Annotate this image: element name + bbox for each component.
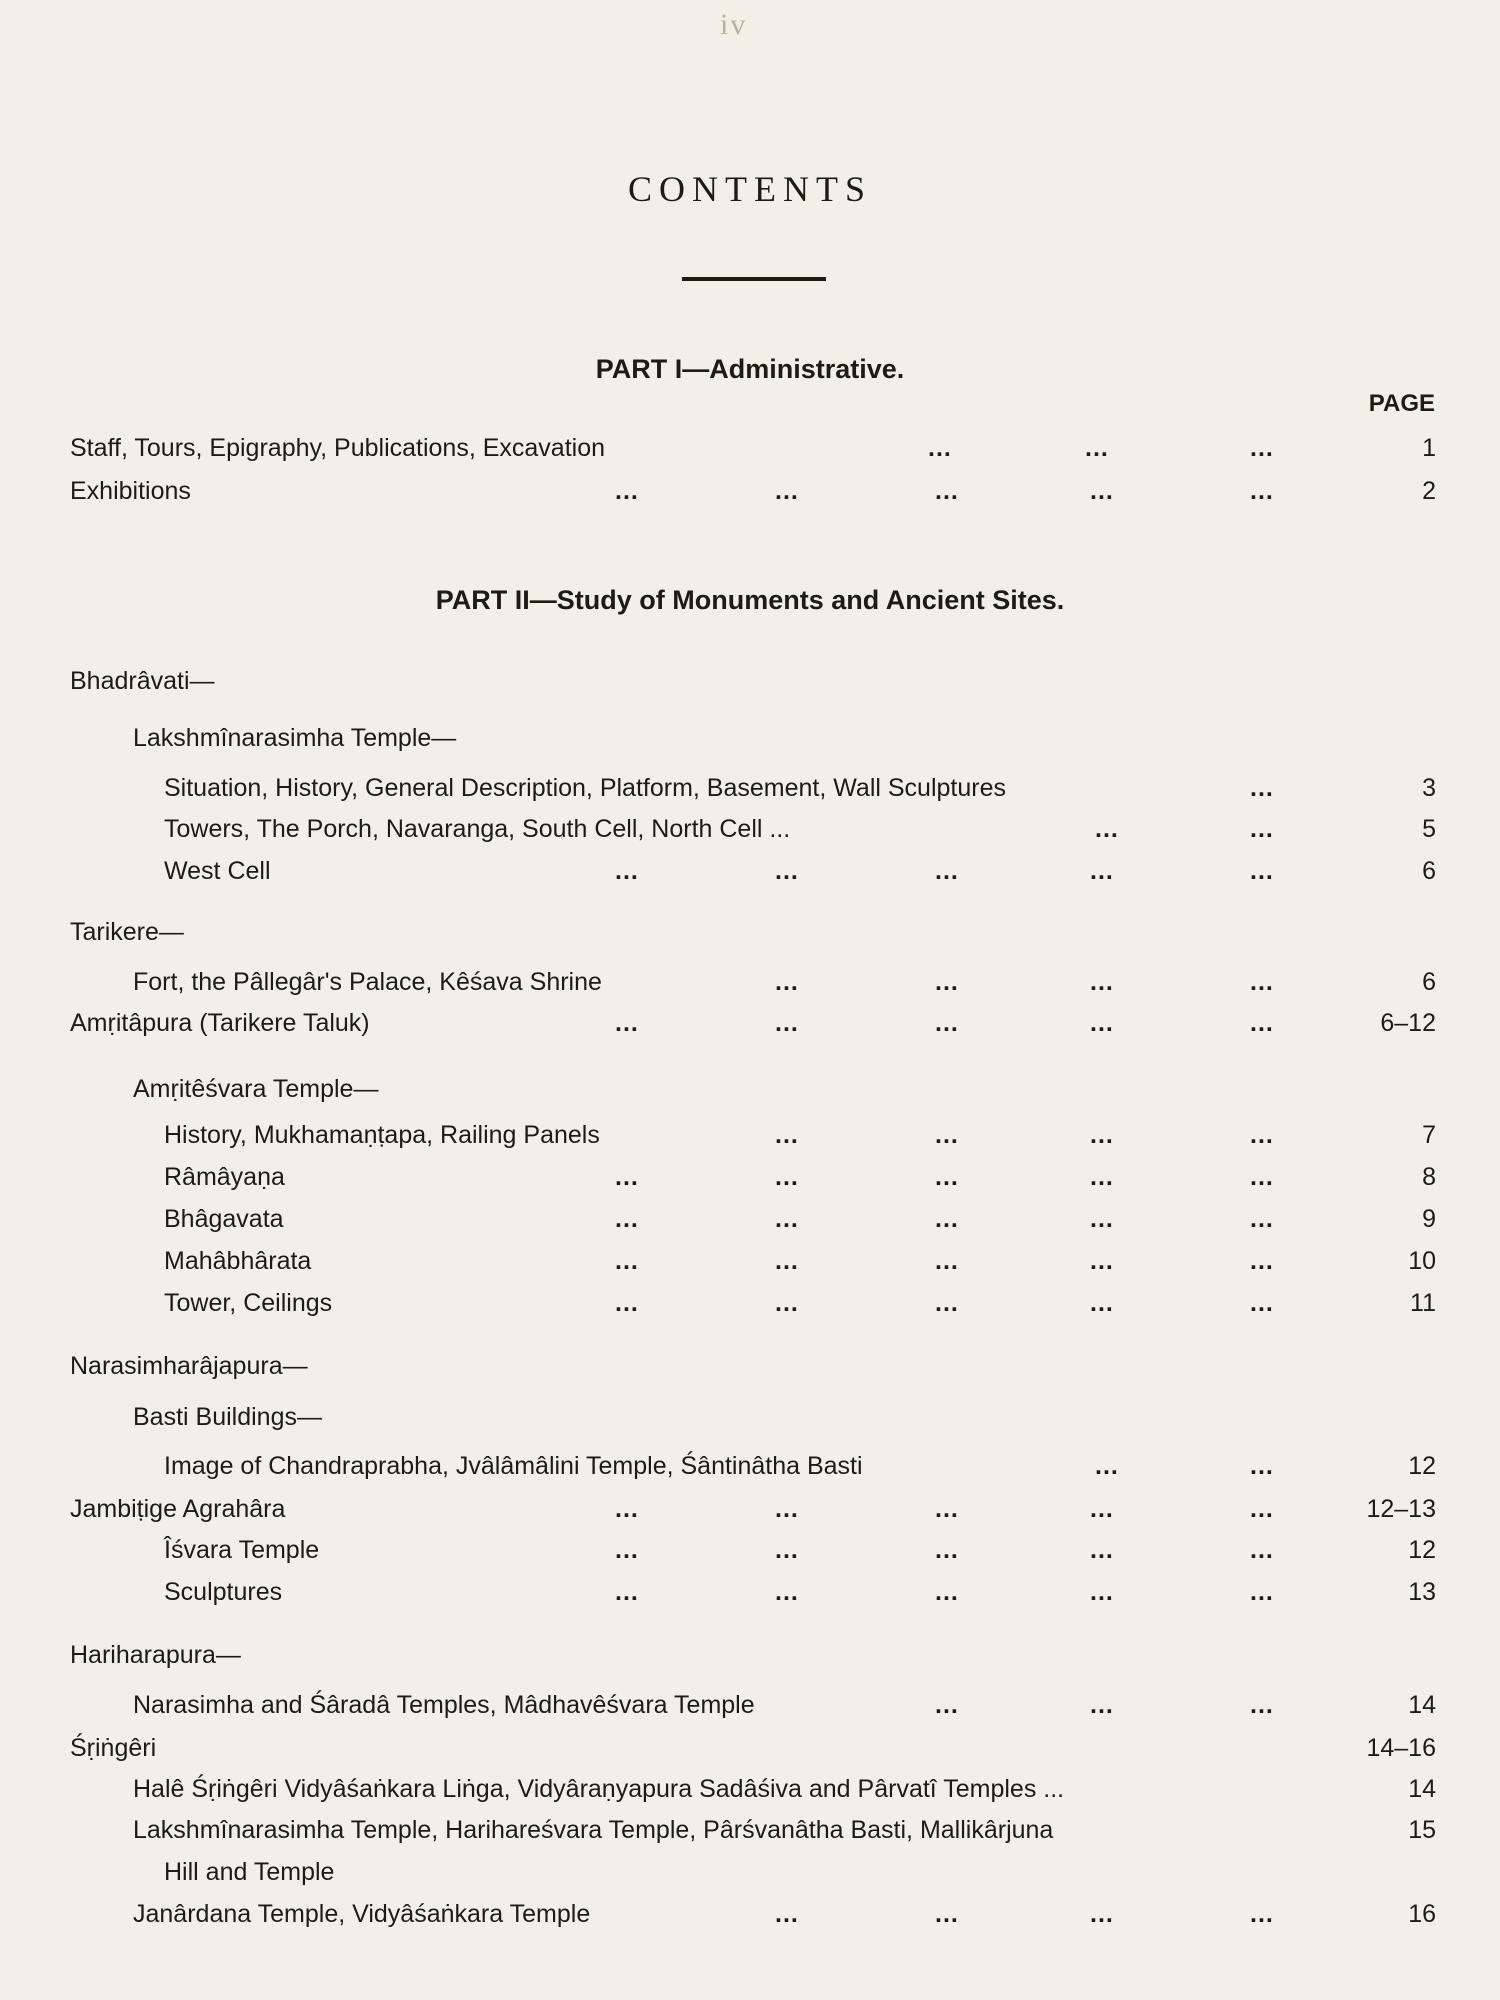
toc-entry-page: 16 <box>1408 1899 1436 1928</box>
toc-entry-text: Hill and Temple <box>164 1857 335 1886</box>
leader-dots: ... <box>935 1008 959 1037</box>
leader-dots: ... <box>1250 1451 1274 1480</box>
leader-dots: ... <box>1090 967 1114 996</box>
toc-section[interactable] <box>0 1492 1500 1526</box>
toc-entry-page: 9 <box>1422 1204 1436 1233</box>
toc-entry-page: 13 <box>1408 1577 1436 1606</box>
toc-entry-page: 11 <box>1410 1288 1436 1317</box>
toc-entry[interactable] <box>0 854 1500 888</box>
leader-dots: ... <box>1250 856 1274 885</box>
leader-dots: ... <box>1090 1162 1114 1191</box>
page-folio: iv <box>720 8 748 41</box>
toc-entry-page: 7 <box>1422 1120 1436 1149</box>
toc-entry-page: 6 <box>1422 967 1436 996</box>
leader-dots: ... <box>1090 1008 1114 1037</box>
leader-dots: ... <box>935 1494 959 1523</box>
leader-dots: ... <box>775 1246 799 1275</box>
toc-section[interactable] <box>0 1006 1500 1040</box>
toc-entry-text: Janârdana Temple, Vidyâśaṅkara Temple <box>133 1899 591 1928</box>
toc-entry-page: 14 <box>1408 1774 1436 1803</box>
leader-dots: ... <box>775 1535 799 1564</box>
leader-dots: ... <box>775 1204 799 1233</box>
toc-entry-text: Situation, History, General Description, Platform, Basement, Wall Sculptures <box>164 773 1006 802</box>
leader-dots: ... <box>1250 814 1274 843</box>
leader-dots: ... <box>935 967 959 996</box>
leader-dots: ... <box>775 856 799 885</box>
toc-section[interactable] <box>0 915 1500 949</box>
toc-entry-page: 5 <box>1422 814 1436 843</box>
toc-entry-text: Hariharapura— <box>70 1640 241 1669</box>
toc-entry-text: Tower, Ceilings <box>164 1288 333 1317</box>
leader-dots: ... <box>1250 1120 1274 1149</box>
toc-entry-text: Amṛitêśvara Temple— <box>133 1074 379 1103</box>
toc-entry-page: 10 <box>1408 1246 1436 1275</box>
toc-entry[interactable] <box>0 1160 1500 1194</box>
toc-entry-page: 12 <box>1408 1451 1436 1480</box>
toc-entry[interactable] <box>0 1286 1500 1320</box>
toc-entry-text: Amṛitâpura (Tarikere Taluk) <box>70 1008 370 1037</box>
toc-entry-text: Lakshmînarasimha Temple, Harihareśvara Temple, Pârśvanâtha Basti, Mallikârjuna <box>133 1815 1054 1844</box>
toc-entry-page: 6 <box>1422 856 1436 885</box>
leader-dots: ... <box>775 1577 799 1606</box>
toc-section[interactable] <box>0 1349 1500 1383</box>
leader-dots: ... <box>935 1120 959 1149</box>
leader-dots: ... <box>935 1204 959 1233</box>
toc-entry-page: 2 <box>1422 476 1436 505</box>
toc-entry-page: 12 <box>1408 1535 1436 1564</box>
leader-dots: ... <box>615 1246 639 1275</box>
leader-dots: ... <box>1090 1577 1114 1606</box>
leader-dots: ... <box>935 1246 959 1275</box>
toc-entry[interactable] <box>0 1202 1500 1236</box>
toc-entry-continuation[interactable] <box>0 1855 1500 1889</box>
toc-entry-text: Fort, the Pâllegâr's Palace, Kêśava Shrine <box>133 967 602 996</box>
leader-dots: ... <box>935 1690 959 1719</box>
leader-dots: ... <box>1250 1008 1274 1037</box>
toc-entry-text: Sculptures <box>164 1577 283 1606</box>
leader-dots: ... <box>1085 433 1109 462</box>
toc-entry-page: 14–16 <box>1366 1733 1436 1762</box>
toc-entry-text: Narasimharâjapura— <box>70 1351 308 1380</box>
leader-dots: ... <box>1090 1120 1114 1149</box>
page-title: CONTENTS <box>628 169 872 209</box>
leader-dots: ... <box>928 433 952 462</box>
toc-entry-page: 1 <box>1422 433 1436 462</box>
toc-entry-text: Mahâbhârata <box>164 1246 312 1275</box>
page-column-header: PAGE <box>1368 390 1435 417</box>
toc-entry-page: 6–12 <box>1380 1008 1436 1037</box>
toc-entry[interactable] <box>0 1118 1500 1152</box>
leader-dots: ... <box>1090 476 1114 505</box>
leader-dots: ... <box>1250 1288 1274 1317</box>
leader-dots: ... <box>1250 773 1274 802</box>
toc-entry-page: 12–13 <box>1366 1494 1436 1523</box>
toc-entry[interactable] <box>0 1772 1500 1806</box>
leader-dots: ... <box>1250 967 1274 996</box>
toc-entry[interactable] <box>0 1688 1500 1722</box>
leader-dots: ... <box>775 1288 799 1317</box>
toc-entry-text: Staff, Tours, Epigraphy, Publications, Excavation <box>70 433 606 462</box>
toc-section[interactable] <box>0 1731 1500 1765</box>
toc-entry-page: 14 <box>1408 1690 1436 1719</box>
leader-dots: ... <box>935 1288 959 1317</box>
leader-dots: ... <box>1250 1535 1274 1564</box>
leader-dots: ... <box>1090 1690 1114 1719</box>
toc-entry[interactable] <box>0 1244 1500 1278</box>
toc-entry-text: Jambiṭige Agrahâra <box>70 1494 286 1523</box>
leader-dots: ... <box>1090 1204 1114 1233</box>
toc-entry-page: 8 <box>1422 1162 1436 1191</box>
leader-dots: ... <box>615 1577 639 1606</box>
toc-subsection[interactable] <box>0 1400 1500 1434</box>
toc-entry-text: Bhâgavata <box>164 1204 284 1233</box>
leader-dots: ... <box>775 1162 799 1191</box>
leader-dots: ... <box>1090 1246 1114 1275</box>
leader-dots: ... <box>1090 1535 1114 1564</box>
leader-dots: ... <box>615 1494 639 1523</box>
toc-entry-text: Image of Chandraprabha, Jvâlâmâlini Temple, Śântinâtha Basti <box>164 1451 863 1480</box>
leader-dots: ... <box>615 1008 639 1037</box>
toc-entry[interactable] <box>0 1897 1500 1931</box>
toc-entry-text: Lakshmînarasimha Temple— <box>133 723 457 752</box>
leader-dots: ... <box>1095 1451 1119 1480</box>
toc-entry-text: Narasimha and Śâradâ Temples, Mâdhavêśvara Temple <box>133 1690 755 1719</box>
leader-dots: ... <box>615 1162 639 1191</box>
toc-entry-text: Halê Śṛiṅgêri Vidyâśaṅkara Liṅga, Vidyâraṇyapura Sadâśiva and Pârvatî Temples ... <box>133 1774 1065 1803</box>
leader-dots: ... <box>1090 1494 1114 1523</box>
part2-heading: PART II—Study of Monuments and Ancient Sites. <box>435 585 1065 615</box>
toc-entry-text: Tarikere— <box>70 917 184 946</box>
leader-dots: ... <box>775 1899 799 1928</box>
part1-heading: PART I—Administrative. <box>595 354 905 384</box>
toc-entry-text: Bhadrâvati— <box>70 666 215 695</box>
leader-dots: ... <box>1250 1494 1274 1523</box>
toc-subsection[interactable] <box>0 1533 1500 1567</box>
toc-entry-text: Towers, The Porch, Navaranga, South Cell, North Cell ... <box>164 814 791 843</box>
toc-entry[interactable] <box>0 965 1500 999</box>
leader-dots: ... <box>1250 1577 1274 1606</box>
toc-entry-text: West Cell <box>164 856 271 885</box>
title-rule <box>682 277 826 281</box>
toc-subsection[interactable] <box>0 1072 1500 1106</box>
toc-entry[interactable] <box>0 431 1500 465</box>
leader-dots: ... <box>775 1008 799 1037</box>
toc-entry-page: 15 <box>1408 1815 1436 1844</box>
toc-entry-text: Śṛiṅgêri <box>70 1733 157 1762</box>
leader-dots: ... <box>775 1494 799 1523</box>
toc-entry[interactable] <box>0 474 1500 508</box>
leader-dots: ... <box>935 856 959 885</box>
leader-dots: ... <box>615 1288 639 1317</box>
toc-entry[interactable] <box>0 1449 1500 1483</box>
leader-dots: ... <box>935 476 959 505</box>
toc-section[interactable] <box>0 664 1500 698</box>
toc-entry[interactable] <box>0 1813 1500 1847</box>
toc-entry[interactable] <box>0 812 1500 846</box>
leader-dots: ... <box>935 1535 959 1564</box>
leader-dots: ... <box>1250 1690 1274 1719</box>
leader-dots: ... <box>1250 433 1274 462</box>
toc-entry-text: Basti Buildings— <box>133 1402 322 1431</box>
toc-entry[interactable] <box>0 771 1500 805</box>
toc-entry[interactable] <box>0 1575 1500 1609</box>
leader-dots: ... <box>775 1120 799 1149</box>
leader-dots: ... <box>615 1204 639 1233</box>
leader-dots: ... <box>935 1577 959 1606</box>
leader-dots: ... <box>1250 476 1274 505</box>
leader-dots: ... <box>1250 1204 1274 1233</box>
leader-dots: ... <box>1090 1288 1114 1317</box>
leader-dots: ... <box>1095 814 1119 843</box>
leader-dots: ... <box>775 476 799 505</box>
leader-dots: ... <box>935 1899 959 1928</box>
toc-subsection[interactable] <box>0 721 1500 755</box>
leader-dots: ... <box>1250 1899 1274 1928</box>
toc-entry-text: Exhibitions <box>70 476 191 505</box>
toc-entry-page: 3 <box>1422 773 1436 802</box>
leader-dots: ... <box>775 967 799 996</box>
toc-entry-text: Râmâyaṇa <box>164 1162 285 1191</box>
leader-dots: ... <box>1250 1162 1274 1191</box>
toc-section[interactable] <box>0 1638 1500 1672</box>
leader-dots: ... <box>935 1162 959 1191</box>
leader-dots: ... <box>1090 856 1114 885</box>
leader-dots: ... <box>1090 1899 1114 1928</box>
leader-dots: ... <box>615 1535 639 1564</box>
toc-entry-text: History, Mukhamaṇṭapa, Railing Panels <box>164 1120 600 1149</box>
leader-dots: ... <box>615 476 639 505</box>
leader-dots: ... <box>615 856 639 885</box>
toc-entry-text: Îśvara Temple <box>164 1535 320 1564</box>
leader-dots: ... <box>1250 1246 1274 1275</box>
